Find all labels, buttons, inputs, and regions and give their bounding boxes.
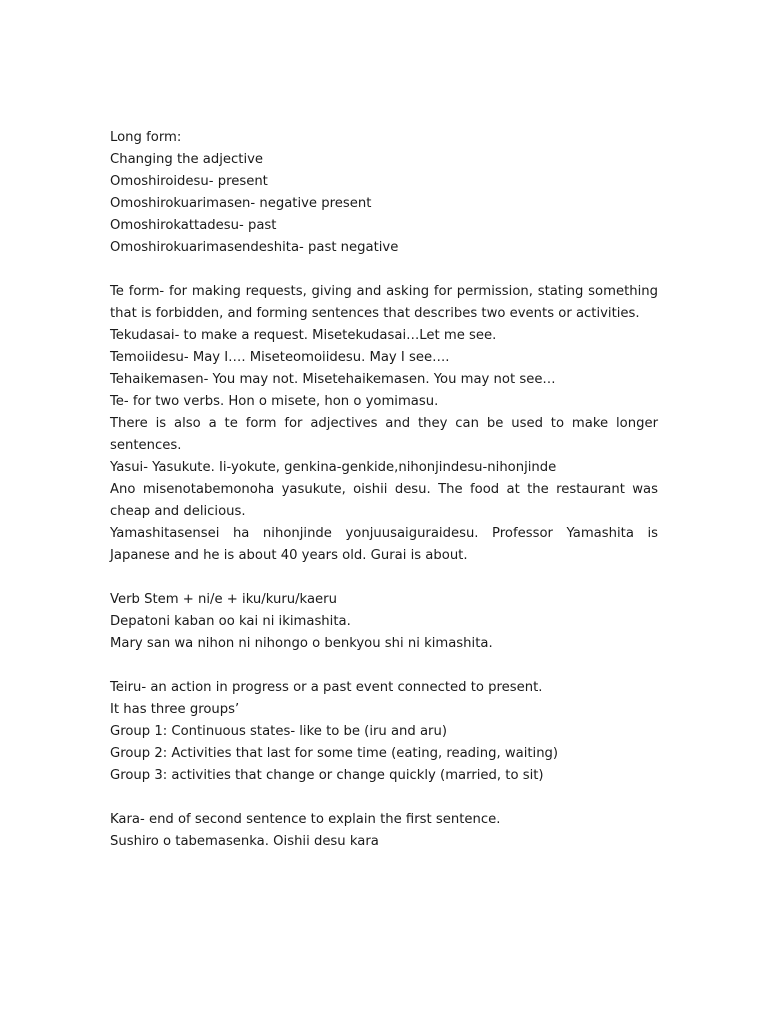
- professor-example: Yamashitasensei ha nihonjinde yonjuusaiguraidesu. Professor Yamashita is Japanese and he is about 40 years old. Gurai is about.: [110, 526, 658, 563]
- paragraph-gap: [110, 567, 658, 589]
- kara-section: [110, 809, 658, 853]
- text-line: Temoiidesu- May I…. Miseteomoiidesu. May I see….: [110, 350, 450, 365]
- paragraph-gap: [110, 259, 658, 281]
- restaurant-example: Ano misenotabemonoha yasukute, oishii desu. The food at the restaurant was cheap and delicious.: [110, 482, 658, 519]
- text-line: Yasui- Yasukute. Ii-yokute, genkina-genkide,nihonjindesu-nihonjinde: [110, 460, 557, 475]
- long-form-section: [110, 127, 658, 259]
- text-line: Omoshirokattadesu- past: [110, 218, 277, 233]
- text-line: Group 3: activities that change or change quickly (married, to sit): [110, 768, 544, 783]
- text-line: Verb Stem + ni/e + iku/kuru/kaeru: [110, 592, 337, 607]
- text-line: Changing the adjective: [110, 152, 264, 167]
- text-line: Mary san wa nihon ni nihongo o benkyou shi ni kimashita.: [110, 636, 493, 651]
- document-page: [110, 127, 658, 853]
- text-line: Te- for two verbs. Hon o misete, hon o yomimasu.: [110, 394, 439, 409]
- text-line: Tehaikemasen- You may not. Misetehaikemasen. You may not see…: [110, 372, 556, 387]
- text-line: Tekudasai- to make a request. Misetekudasai…Let me see.: [110, 328, 497, 343]
- paragraph-gap: [110, 787, 658, 809]
- teiru-section: [110, 677, 658, 787]
- text-line: Group 1: Continuous states- like to be (iru and aru): [110, 724, 447, 739]
- text-line: Teiru- an action in progress or a past event connected to present.: [110, 680, 543, 695]
- text-line: It has three groups’: [110, 702, 240, 717]
- text-line: Omoshirokuarimasen- negative present: [110, 196, 372, 211]
- text-line: Omoshiroidesu- present: [110, 174, 268, 189]
- section-heading: Long form:: [110, 130, 182, 145]
- text-line: Omoshirokuarimasendeshita- past negative: [110, 240, 399, 255]
- text-line: Sushiro o tabemasenka. Oishii desu kara: [110, 834, 379, 849]
- adjective-note: There is also a te form for adjectives and they can be used to make longer sentences.: [110, 416, 658, 453]
- paragraph-gap: [110, 655, 658, 677]
- text-line: Kara- end of second sentence to explain the first sentence.: [110, 812, 501, 827]
- te-form-section: [110, 281, 658, 567]
- text-line: Depatoni kaban oo kai ni ikimashita.: [110, 614, 351, 629]
- text-line: Group 2: Activities that last for some time (eating, reading, waiting): [110, 746, 559, 761]
- verb-stem-section: [110, 589, 658, 655]
- te-form-intro: Te form- for making requests, giving and asking for permission, stating something that is forbidden, and forming sentences that describes two events or activities.: [110, 284, 658, 321]
